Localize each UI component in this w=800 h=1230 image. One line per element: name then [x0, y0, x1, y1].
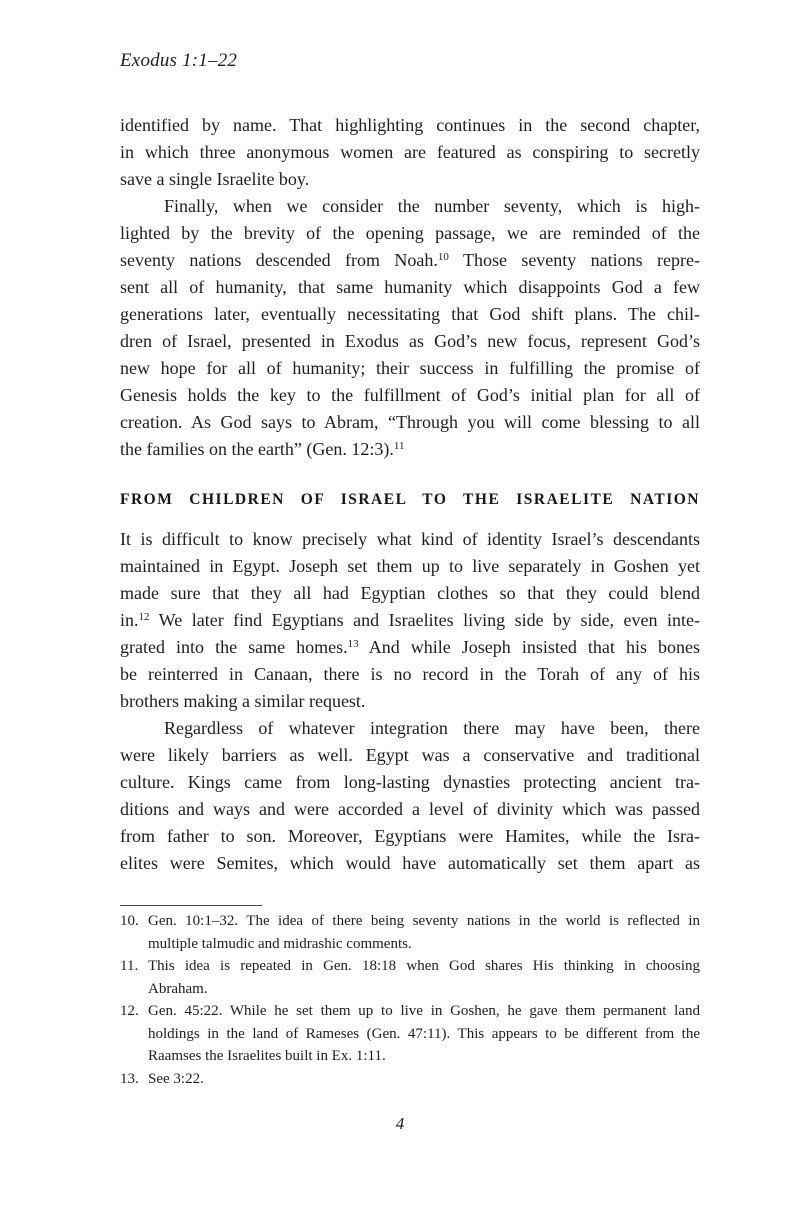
- footnote-reference: 10: [437, 251, 449, 263]
- text-line: the families on the earth” (Gen. 12:3).$^{11}$: [120, 439, 405, 459]
- footnote-reference: 12: [138, 611, 150, 623]
- text-line: It is difficult to know precisely what kind of identity Israel’s descendants: [120, 529, 700, 549]
- text-line: save a single Israelite boy.: [120, 169, 310, 189]
- text-line: dren of Israel, presented in Exodus as God’s new focus, represent God’s: [120, 331, 700, 351]
- footnote-number: 12.: [120, 1003, 139, 1019]
- text-line: creation. As God says to Abram, “Through you will come blessing to all: [120, 412, 700, 432]
- footnote: [120, 955, 700, 1000]
- text-line: seventy nations descended from Noah.$^{10}$ Those seventy nations repre-: [120, 250, 700, 270]
- paragraph: [120, 526, 700, 715]
- text-line: Raamses the Israelites built in Ex. 1:11.: [148, 1048, 386, 1064]
- footnote-divider: [120, 905, 262, 906]
- footnote: [120, 1000, 700, 1068]
- text-line: brothers making a similar request.: [120, 691, 366, 711]
- text-line: new hope for all of humanity; their success in fulfilling the promise of: [120, 358, 700, 378]
- text-line: elites were Semites, which would have automatically set them apart as: [120, 853, 700, 873]
- paragraph: [120, 715, 700, 877]
- page-number: 4: [395, 1114, 405, 1133]
- footnote: [120, 1068, 700, 1091]
- page-body: [120, 112, 700, 877]
- text-line: were likely barriers as well. Egypt was a conservative and traditional: [120, 745, 700, 765]
- text-line: Regardless of whatever integration there may have been, there: [164, 718, 700, 738]
- footnote-text: [148, 910, 700, 955]
- text-line: maintained in Egypt. Joseph set them up to live separately in Goshen yet: [120, 556, 700, 576]
- text-line: Gen. 10:1–32. The idea of there being seventy nations in the world is reflected in: [148, 913, 700, 929]
- footnote-number: 11.: [120, 958, 139, 974]
- text-line: multiple talmudic and midrashic comments.: [148, 935, 412, 952]
- footnote-number: 10.: [120, 913, 139, 929]
- paragraph: [120, 112, 700, 193]
- text-line: in.$^{12}$ We later find Egyptians and Israelites living side by side, even inte-: [120, 610, 700, 630]
- running-header: Exodus 1:1–22: [120, 50, 238, 71]
- text-line: Genesis holds the key to the fulfillment of God’s initial plan for all of: [120, 385, 700, 405]
- text-line: Abraham.: [148, 980, 208, 997]
- paragraph: [120, 193, 700, 463]
- text-line: grated into the same homes.$^{13}$ And while Joseph insisted that his bones: [120, 637, 700, 657]
- text-line: See 3:22.: [148, 1070, 204, 1087]
- footnote-number: 13.: [120, 1070, 139, 1087]
- text-line: be reinterred in Canaan, there is no record in the Torah of any of his: [120, 664, 700, 684]
- text-line: holdings in the land of Rameses (Gen. 47:11). This appears to be different from the: [148, 1025, 700, 1042]
- text-line: generations later, eventually necessitating that God shift plans. The chil-: [120, 304, 700, 324]
- text-line: ditions and ways and were accorded a level of divinity which was passed: [120, 799, 700, 819]
- text-line: lighted by the brevity of the opening passage, we are reminded of the: [120, 223, 700, 243]
- footnote-text: [148, 1068, 700, 1091]
- text-line: Finally, when we consider the number seventy, which is high-: [164, 196, 700, 216]
- footnote: [120, 910, 700, 955]
- footnote-reference: 13: [347, 638, 359, 650]
- text-line: from father to son. Moreover, Egyptians were Hamites, while the Isra-: [120, 826, 700, 846]
- section-heading: FROM CHILDREN OF ISRAEL TO THE ISRAELITE NATION: [120, 491, 700, 508]
- text-line: in which three anonymous women are featured as conspiring to secretly: [120, 142, 700, 162]
- text-line: made sure that they all had Egyptian clothes so that they could blend: [120, 583, 700, 603]
- footnotes-section: [120, 910, 700, 1090]
- text-line: Gen. 45:22. While he set them up to live in Goshen, he gave them permanent land: [148, 1003, 700, 1019]
- text-line: sent all of humanity, that same humanity which disappoints God a few: [120, 277, 700, 297]
- text-line: culture. Kings came from long-lasting dynasties protecting ancient tra-: [120, 772, 700, 792]
- footnote-reference: 11: [393, 440, 405, 452]
- text-line: identified by name. That highlighting continues in the second chapter,: [120, 115, 700, 135]
- footnote-text: [148, 1000, 700, 1068]
- text-line: This idea is repeated in Gen. 18:18 when God shares His thinking in choosing: [148, 958, 700, 974]
- footnote-text: [148, 955, 700, 1000]
